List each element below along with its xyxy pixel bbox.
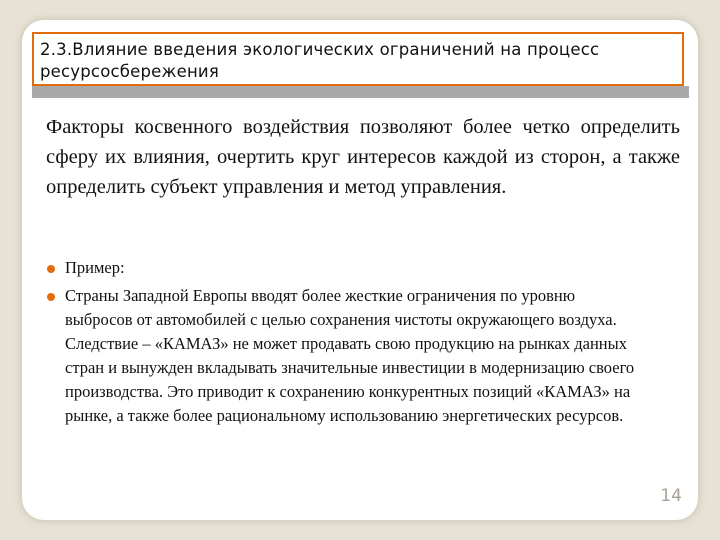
title-underline-bar [32, 86, 689, 98]
bullet-list [46, 256, 646, 432]
page-number: 14 [660, 486, 682, 506]
bullet-icon [47, 293, 55, 301]
bullet-text: Пример: [65, 258, 125, 277]
main-paragraph: Факторы косвенного воздействия позволяют более четко определить сферу их влияния, очертить круг интересов каждой из сторон, а также определить субъект управления и метод управления. [46, 116, 680, 198]
bullet-item-example-label [46, 256, 646, 280]
bullet-text: Страны Западной Европы вводят более жесткие ограничения по уровню выбросов от автомобилей с целью сохранения чистоты окружающего воздуха. Следствие – «КАМАЗ» не может продавать свою продукцию на рынках данных стран и вынужден вкладывать значительные инвестиции в модернизацию своего производства. Это приводит к сохранению конкурентных позиций «КАМАЗ» на рынке, а также более рациональному использованию энергетических ресурсов. [65, 286, 635, 425]
slide-title: 2.3.Влияние введения экологических ограничений на процесс ресурсосбережения [32, 32, 684, 86]
bullet-icon [47, 265, 55, 273]
bullet-item-example-body [46, 284, 646, 428]
